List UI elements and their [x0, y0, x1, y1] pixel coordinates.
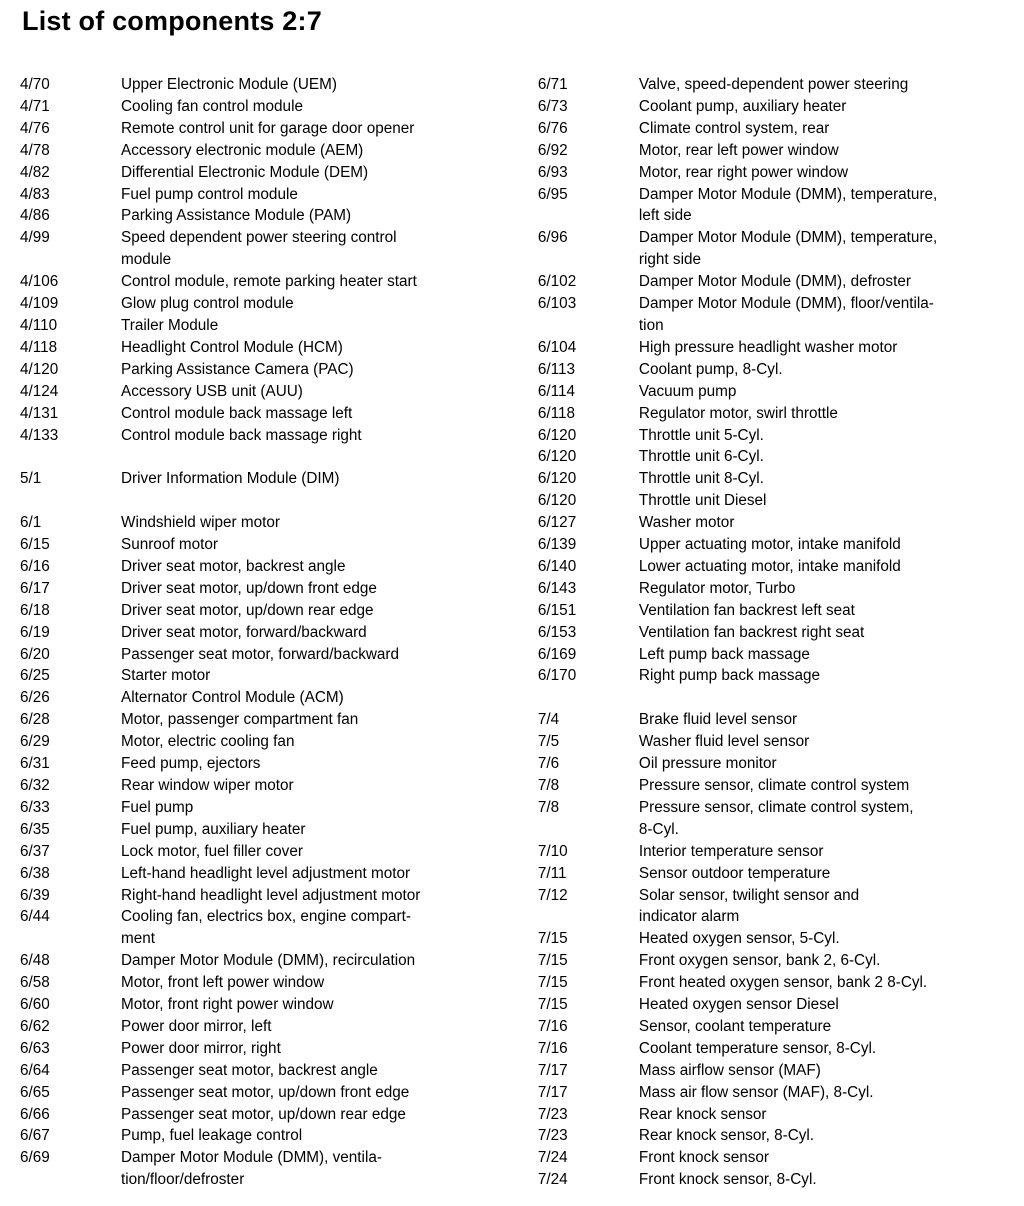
component-code: 4/120 [20, 360, 59, 378]
component-description: Damper Motor Module (DMM), defroster [638, 273, 911, 291]
component-list [20, 74, 1020, 1191]
component-code: 6/127 [537, 514, 577, 532]
component-code: 6/28 [20, 711, 50, 729]
component-row [538, 556, 1020, 578]
component-description: Differential Electronic Module (DEM) [121, 163, 369, 181]
component-code: 4/110 [20, 316, 58, 334]
component-row [538, 381, 1020, 403]
component-column-right [538, 74, 1020, 1191]
component-description: Regulator motor, swirl throttle [638, 404, 838, 422]
component-description: Front heated oxygen sensor, bank 2 8-Cyl. [638, 974, 928, 992]
component-description: Left pump back massage [638, 645, 810, 663]
component-code: 6/104 [537, 338, 577, 356]
component-row [538, 1038, 1020, 1060]
component-description: Vacuum pump [638, 382, 737, 400]
component-row [538, 885, 1020, 929]
component-row [20, 381, 538, 403]
component-row [538, 950, 1020, 972]
component-code: 6/118 [537, 404, 576, 422]
component-code: 6/120 [537, 492, 577, 510]
component-code: 7/11 [537, 864, 567, 882]
component-code: 6/95 [537, 185, 568, 203]
component-description: Coolant pump, 8-Cyl. [638, 360, 783, 378]
component-code: 7/24 [537, 1149, 568, 1167]
component-description: Cooling fan control module [121, 97, 303, 115]
component-description: Fuel pump [121, 798, 194, 816]
component-description: Passenger seat motor, forward/backward [121, 645, 400, 663]
component-row [538, 578, 1020, 600]
component-code: 6/120 [537, 448, 577, 466]
spacer-row [20, 446, 538, 468]
component-description: Motor, electric cooling fan [121, 733, 295, 751]
component-code: 7/12 [537, 886, 568, 904]
component-description: Pump, fuel leakage control [121, 1127, 303, 1145]
component-row [20, 1060, 538, 1082]
component-code: 6/96 [537, 229, 568, 247]
component-description: Driver seat motor, up/down front edge [121, 579, 377, 597]
component-code: 7/10 [537, 842, 568, 860]
component-row [538, 1104, 1020, 1126]
page-title: List of components 2:7 [22, 6, 322, 36]
component-description: Remote control unit for garage door opener [121, 119, 415, 137]
component-row [538, 96, 1020, 118]
component-code: 6/58 [20, 974, 50, 992]
component-code: 7/8 [537, 776, 560, 794]
component-row [20, 863, 538, 885]
component-row [538, 863, 1020, 885]
component-description: Motor, rear left power window [638, 141, 839, 159]
component-code: 6/48 [20, 952, 50, 970]
component-row [538, 184, 1020, 228]
component-description: High pressure headlight washer motor [638, 338, 898, 356]
component-code: 6/170 [537, 667, 577, 685]
component-code: 7/15 [537, 952, 568, 970]
component-description: Valve, speed-dependent power steering [638, 76, 909, 93]
component-row [538, 227, 1020, 271]
component-code: 4/86 [20, 207, 50, 225]
component-row [538, 403, 1020, 425]
component-code: 6/120 [537, 470, 577, 488]
component-row [20, 994, 538, 1016]
component-row [20, 797, 538, 819]
component-row [20, 184, 538, 206]
component-code: 7/15 [537, 930, 568, 948]
component-description: Damper Motor Module (DMM), floor/ventila- tion [638, 295, 934, 334]
component-description: Damper Motor Module (DMM), ventila- tion/floor/defroster [121, 1149, 382, 1189]
component-description: Cooling fan, electrics box, engine compart- ment [121, 908, 411, 948]
component-row [538, 600, 1020, 622]
component-code: 4/131 [20, 404, 59, 422]
component-description: Damper Motor Module (DMM), temperature, left side [638, 185, 938, 225]
component-code: 6/18 [20, 601, 50, 619]
component-code: 4/109 [20, 295, 59, 313]
component-description: Speed dependent power steering control module [121, 229, 397, 269]
component-description: Power door mirror, left [121, 1017, 272, 1035]
component-row [538, 928, 1020, 950]
component-description: Rear window wiper motor [121, 776, 294, 794]
component-description: Climate control system, rear [638, 119, 830, 137]
component-description: Lower actuating motor, intake manifold [638, 557, 901, 575]
component-description: Upper actuating motor, intake manifold [638, 536, 901, 554]
component-description: Throttle unit 5-Cyl. [638, 426, 764, 444]
component-row [538, 1060, 1020, 1082]
component-row [538, 665, 1020, 687]
component-description: Driver Information Module (DIM) [121, 470, 340, 488]
component-row [538, 1147, 1020, 1169]
component-row [20, 687, 538, 709]
component-description: Coolant temperature sensor, 8-Cyl. [638, 1039, 877, 1057]
component-code: 6/113 [537, 360, 576, 378]
component-description: Damper Motor Module (DMM), temperature, right side [638, 229, 938, 269]
component-code: 6/140 [537, 557, 577, 575]
component-row [538, 271, 1020, 293]
component-row [538, 1125, 1020, 1147]
component-description: Washer motor [638, 514, 735, 532]
component-description: Sensor outdoor temperature [638, 864, 831, 882]
component-code: 7/16 [537, 1017, 568, 1035]
component-row [538, 797, 1020, 841]
component-row [538, 1169, 1020, 1191]
component-code: 7/24 [537, 1171, 568, 1189]
component-description: Rear knock sensor [638, 1105, 767, 1123]
component-code: 6/65 [20, 1083, 50, 1101]
component-description: Mass air flow sensor (MAF), 8-Cyl. [638, 1083, 874, 1101]
component-code: 6/63 [20, 1039, 50, 1057]
component-row [538, 731, 1020, 753]
component-row [538, 775, 1020, 797]
component-description: Mass airflow sensor (MAF) [638, 1061, 821, 1079]
component-row [538, 468, 1020, 490]
component-code: 6/19 [20, 623, 50, 641]
component-row [538, 490, 1020, 512]
component-row [20, 1104, 538, 1126]
component-code: 4/78 [20, 141, 50, 159]
component-row [538, 972, 1020, 994]
component-description: Trailer Module [121, 316, 219, 334]
component-row [538, 359, 1020, 381]
component-row [20, 665, 538, 687]
component-row [20, 775, 538, 797]
component-row [20, 96, 538, 118]
component-row [20, 1082, 538, 1104]
component-code: 6/62 [20, 1017, 50, 1035]
component-description: Upper Electronic Module (UEM) [121, 76, 337, 93]
component-row [20, 293, 538, 315]
component-description: Headlight Control Module (HCM) [121, 338, 343, 356]
component-description: Damper Motor Module (DMM), recirculation [121, 952, 416, 970]
component-code: 6/37 [20, 842, 50, 860]
component-code: 6/114 [537, 382, 576, 400]
component-code: 6/64 [20, 1061, 50, 1079]
component-code: 6/103 [537, 295, 577, 313]
component-description: Accessory electronic module (AEM) [121, 141, 364, 159]
component-description: Front oxygen sensor, bank 2, 6-Cyl. [638, 952, 881, 970]
component-row [538, 162, 1020, 184]
component-description: Lock motor, fuel filler cover [121, 842, 303, 860]
component-row [538, 753, 1020, 775]
component-description: Motor, rear right power window [638, 163, 849, 181]
component-code: 5/1 [20, 470, 42, 488]
component-code: 6/67 [20, 1127, 50, 1145]
component-code: 6/102 [537, 273, 577, 291]
component-code: 4/71 [20, 97, 50, 115]
component-code: 6/69 [20, 1149, 50, 1167]
component-description: Heated oxygen sensor, 5-Cyl. [638, 930, 840, 948]
component-description: Control module back massage left [121, 404, 353, 422]
component-code: 6/32 [20, 776, 50, 794]
component-description: Coolant pump, auxiliary heater [638, 97, 847, 115]
component-row [20, 753, 538, 775]
component-code: 6/33 [20, 798, 50, 816]
component-code: 4/83 [20, 185, 50, 203]
component-code: 6/17 [20, 579, 50, 597]
component-row [20, 622, 538, 644]
component-code: 6/120 [537, 426, 577, 444]
component-code: 7/16 [537, 1039, 568, 1057]
component-row [20, 1016, 538, 1038]
component-description: Control module back massage right [121, 426, 362, 444]
component-description: Oil pressure monitor [638, 755, 777, 773]
component-code: 7/17 [537, 1061, 568, 1079]
component-row [20, 1125, 538, 1147]
component-description: Feed pump, ejectors [121, 755, 261, 773]
component-code: 6/20 [20, 645, 50, 663]
component-description: Ventilation fan backrest left seat [638, 601, 855, 619]
component-description: Right-hand headlight level adjustment motor [121, 886, 421, 904]
component-row [20, 556, 538, 578]
component-code: 4/124 [20, 382, 59, 400]
component-description: Pressure sensor, climate control system, 8-Cyl. [638, 798, 914, 838]
component-description: Fuel pump, auxiliary heater [121, 820, 306, 838]
component-description: Throttle unit 8-Cyl. [638, 470, 764, 488]
component-description: Starter motor [121, 667, 211, 685]
component-row [20, 950, 538, 972]
component-row [538, 118, 1020, 140]
component-description: Right pump back massage [638, 667, 821, 685]
component-code: 6/66 [20, 1105, 50, 1123]
component-code: 4/133 [20, 426, 59, 444]
component-description: Passenger seat motor, up/down rear edge [121, 1105, 406, 1123]
component-row [20, 227, 538, 271]
component-code: 6/1 [20, 514, 42, 532]
component-description: Pressure sensor, climate control system [638, 776, 910, 794]
component-row [20, 1038, 538, 1060]
component-row [538, 425, 1020, 447]
component-description: Sensor, coolant temperature [638, 1017, 832, 1035]
component-row [538, 140, 1020, 162]
component-description: Left-hand headlight level adjustment motor [121, 864, 411, 882]
component-code: 6/153 [537, 623, 577, 641]
component-code: 6/16 [20, 557, 50, 575]
component-code: 6/151 [537, 601, 577, 619]
component-description: Alternator Control Module (ACM) [121, 689, 344, 707]
component-row [20, 512, 538, 534]
component-code: 7/15 [537, 974, 568, 992]
component-code: 6/31 [20, 755, 50, 773]
component-row [20, 118, 538, 140]
component-description: Throttle unit 6-Cyl. [638, 448, 764, 466]
component-code: 6/73 [537, 97, 568, 115]
component-description: Control module, remote parking heater start [121, 273, 417, 291]
component-description: Driver seat motor, forward/backward [121, 623, 367, 641]
component-row [538, 534, 1020, 556]
component-code: 6/29 [20, 733, 50, 751]
component-code: 4/76 [20, 119, 50, 137]
component-code: 6/15 [20, 536, 50, 553]
component-code: 7/23 [537, 1105, 568, 1123]
component-column-left [20, 74, 538, 1191]
component-row [20, 425, 538, 447]
component-code: 4/106 [20, 273, 59, 291]
component-description: Front knock sensor, 8-Cyl. [638, 1171, 817, 1189]
component-row [20, 403, 538, 425]
component-row [20, 644, 538, 666]
component-row [20, 709, 538, 731]
component-code: 4/82 [20, 163, 50, 181]
component-code: 6/44 [20, 908, 50, 926]
component-description: Front knock sensor [638, 1149, 769, 1167]
component-row [538, 841, 1020, 863]
component-code: 6/76 [537, 119, 568, 137]
component-row [20, 972, 538, 994]
component-row [538, 709, 1020, 731]
component-row [20, 162, 538, 184]
component-row [538, 622, 1020, 644]
component-description: Accessory USB unit (AUU) [121, 382, 303, 400]
component-description: Passenger seat motor, backrest angle [121, 1061, 378, 1079]
component-description: Motor, passenger compartment fan [121, 711, 359, 729]
component-code: 6/143 [537, 579, 577, 597]
spacer-row [538, 687, 1020, 709]
component-code: 6/39 [20, 886, 50, 904]
component-description: Brake fluid level sensor [638, 711, 798, 729]
component-row [20, 271, 538, 293]
component-description: Glow plug control module [121, 295, 294, 313]
component-row [20, 205, 538, 227]
component-row [538, 994, 1020, 1016]
component-description: Fuel pump control module [121, 185, 298, 203]
component-row [20, 468, 538, 490]
component-description: Driver seat motor, up/down rear edge [121, 601, 374, 619]
component-code: 7/23 [537, 1127, 568, 1145]
component-code: 6/38 [20, 864, 50, 882]
component-row [538, 1016, 1020, 1038]
component-row [20, 841, 538, 863]
component-row [20, 534, 538, 556]
component-code: 4/118 [20, 338, 58, 356]
component-row [538, 337, 1020, 359]
component-code: 6/60 [20, 996, 50, 1014]
component-code: 6/25 [20, 667, 50, 685]
component-row [20, 906, 538, 950]
component-row [538, 74, 1020, 96]
component-description: Regulator motor, Turbo [638, 579, 796, 597]
component-description: Power door mirror, right [121, 1039, 281, 1057]
component-code: 6/35 [20, 820, 50, 838]
component-row [20, 578, 538, 600]
component-description: Driver seat motor, backrest angle [121, 557, 346, 575]
component-code: 7/17 [537, 1083, 568, 1101]
component-description: Interior temperature sensor [638, 842, 824, 860]
component-row [20, 731, 538, 753]
component-row [538, 512, 1020, 534]
component-description: Parking Assistance Module (PAM) [121, 207, 352, 225]
component-row [20, 315, 538, 337]
component-code: 7/8 [537, 798, 560, 816]
component-code: 6/26 [20, 689, 50, 707]
component-row [538, 1082, 1020, 1104]
component-row [20, 359, 538, 381]
component-code: 4/99 [20, 229, 50, 247]
spacer-row [20, 490, 538, 512]
component-row [20, 140, 538, 162]
component-code: 4/70 [20, 76, 50, 93]
component-code: 7/4 [537, 711, 560, 729]
component-description: Motor, front right power window [121, 996, 334, 1014]
component-row [538, 644, 1020, 666]
component-row [20, 74, 538, 96]
component-description: Ventilation fan backrest right seat [638, 623, 865, 641]
component-code: 6/169 [537, 645, 577, 663]
component-code: 6/92 [537, 141, 568, 159]
component-description: Washer fluid level sensor [638, 733, 810, 751]
component-row [20, 819, 538, 841]
component-row [20, 885, 538, 907]
component-code: 6/139 [537, 536, 577, 554]
component-description: Sunroof motor [121, 536, 218, 553]
component-description: Parking Assistance Camera (PAC) [121, 360, 354, 378]
component-row [20, 337, 538, 359]
component-code: 7/5 [537, 733, 560, 751]
component-description: Heated oxygen sensor Diesel [638, 996, 839, 1014]
component-row [538, 293, 1020, 337]
component-code: 7/15 [537, 996, 568, 1014]
component-code: 6/71 [537, 76, 568, 93]
component-description: Motor, front left power window [121, 974, 325, 992]
component-description: Throttle unit Diesel [638, 492, 767, 510]
component-row [20, 1147, 538, 1191]
component-row [538, 446, 1020, 468]
component-row [20, 600, 538, 622]
component-description: Windshield wiper motor [121, 514, 280, 532]
component-description: Solar sensor, twilight sensor and indicator alarm [638, 886, 860, 926]
component-description: Rear knock sensor, 8-Cyl. [638, 1127, 815, 1145]
component-code: 7/6 [537, 755, 560, 773]
component-description: Passenger seat motor, up/down front edge [121, 1083, 410, 1101]
component-code: 6/93 [537, 163, 568, 181]
